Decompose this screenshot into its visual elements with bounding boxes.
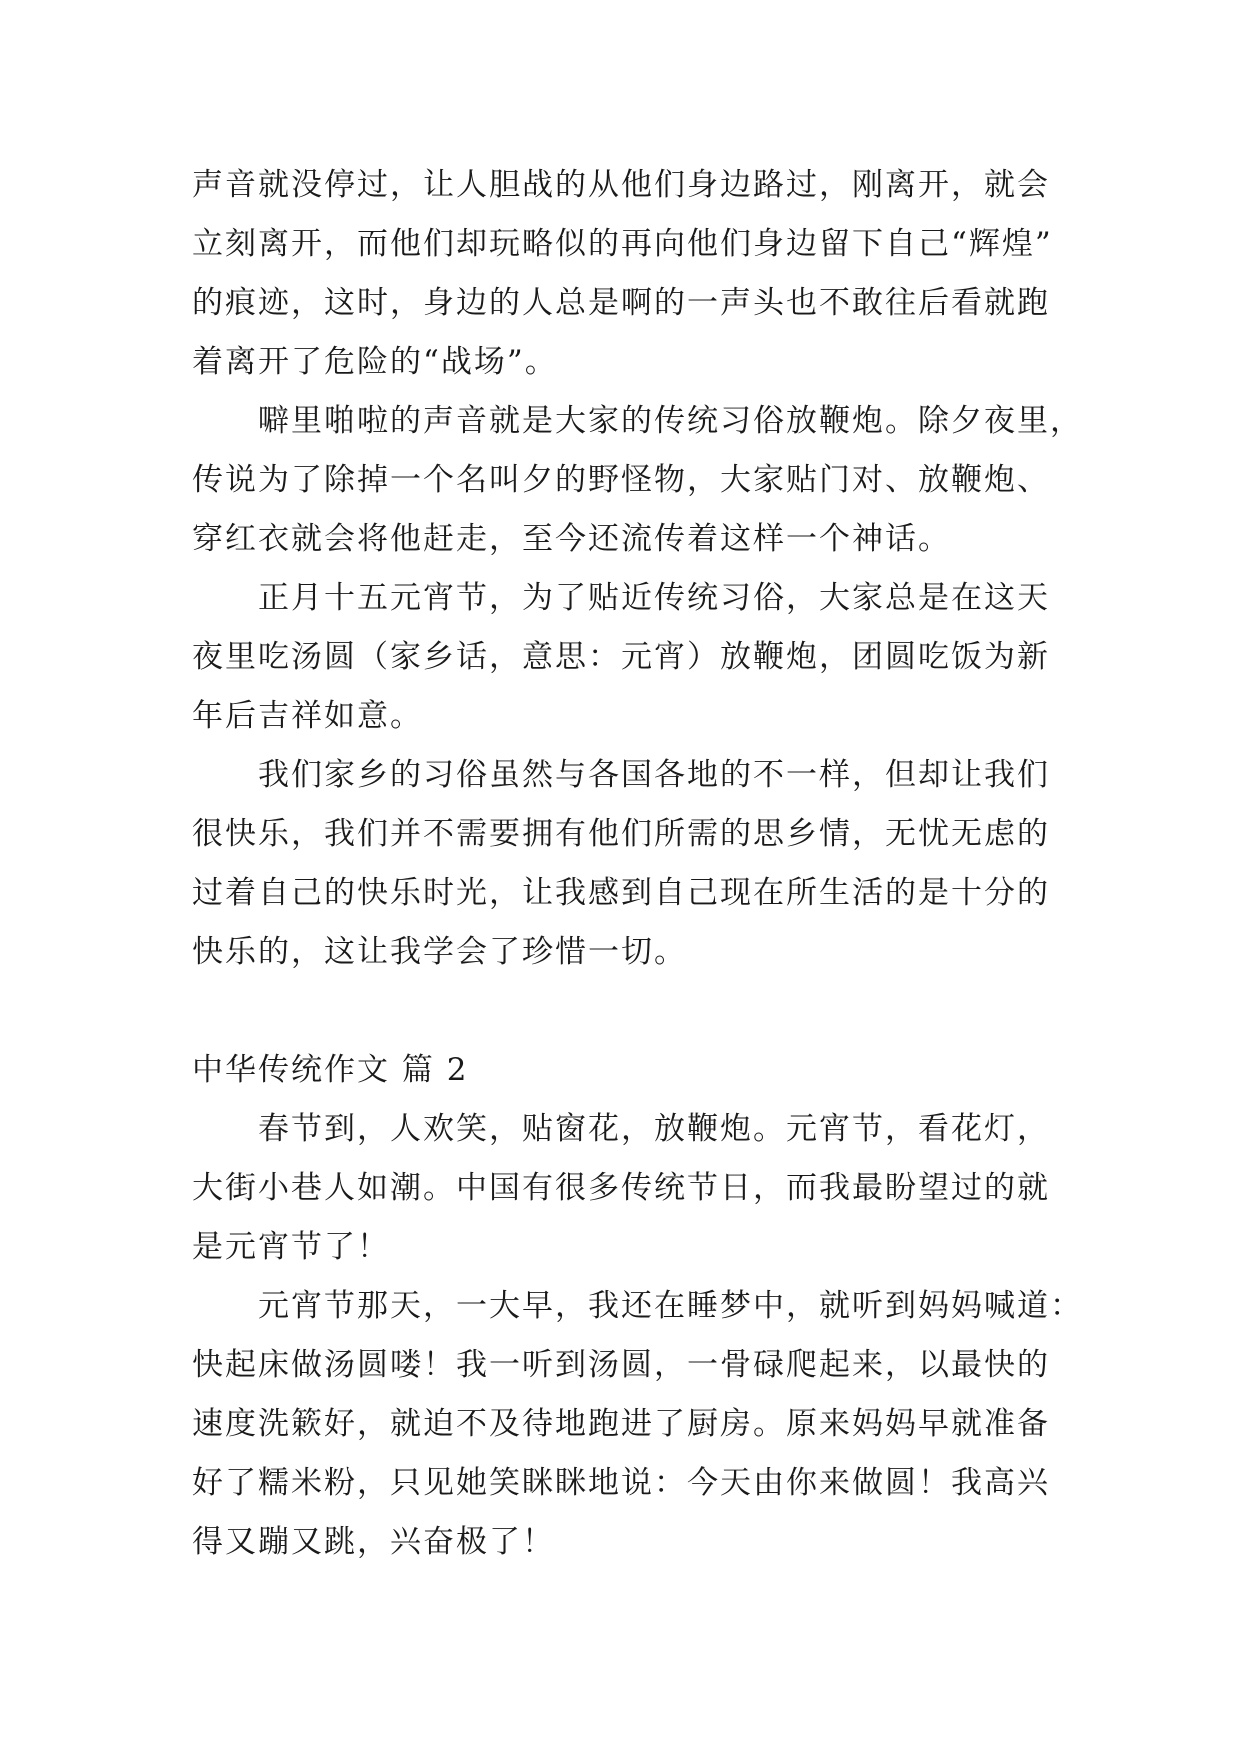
text-line: 年后吉祥如意。: [192, 698, 423, 734]
text-line: 速度洗簌好，就迫不及待地跑进了厨房。原来妈妈早就准备: [192, 1406, 1050, 1442]
section-heading: 中华传统作文 篇 2: [192, 1052, 469, 1088]
paragraph: [192, 569, 1072, 746]
text-line: 传说为了除掉一个名叫夕的野怪物，大家贴门对、放鞭炮、: [192, 462, 1050, 498]
text-line: 春节到，人欢笑，贴窗花，放鞭炮。元宵节，看花灯，: [258, 1111, 1050, 1147]
text-line: 噼里啪啦的声音就是大家的传统习俗放鞭炮。除夕夜里，: [258, 403, 1083, 439]
text-line: 声音就没停过，让人胆战的从他们身边路过，刚离开，就会: [192, 167, 1050, 203]
text-line: 穿红衣就会将他赶走，至今还流传着这样一个神话。: [192, 521, 951, 557]
text-line: 得又蹦又跳，兴奋极了！: [192, 1524, 555, 1560]
text-line: 夜里吃汤圆（家乡话，意思：元宵）放鞭炮，团圆吃饭为新: [192, 639, 1050, 675]
text-line: 快起床做汤圆喽！我一听到汤圆，一骨碌爬起来，以最快的: [192, 1347, 1050, 1383]
paragraph: [192, 1277, 1083, 1572]
text-line: 的痕迹，这时，身边的人总是啊的一声头也不敢往后看就跑: [192, 285, 1050, 321]
paragraph: [192, 1100, 1072, 1277]
document-page: [192, 156, 1083, 1572]
paragraph: [192, 156, 1072, 392]
text-line: 很快乐，我们并不需要拥有他们所需的思乡情，无忧无虑的: [192, 816, 1050, 852]
text-line: 立刻离开，而他们却玩略似的再向他们身边留下自己“辉煌”: [192, 226, 1053, 262]
text-line: 快乐的，这让我学会了珍惜一切。: [192, 934, 687, 970]
text-line: 好了糯米粉，只见她笑眯眯地说：今天由你来做圆！我高兴: [192, 1465, 1050, 1501]
paragraph: [192, 746, 1072, 982]
text-line: 我们家乡的习俗虽然与各国各地的不一样，但却让我们: [258, 757, 1050, 793]
text-line: 过着自己的快乐时光，让我感到自己现在所生活的是十分的: [192, 875, 1050, 911]
paragraph: [192, 392, 1083, 569]
text-line: 大街小巷人如潮。中国有很多传统节日，而我最盼望过的就: [192, 1170, 1050, 1206]
text-line: 是元宵节了！: [192, 1229, 390, 1265]
text-line: 着离开了危险的“战场”。: [192, 344, 558, 380]
text-line: 正月十五元宵节，为了贴近传统习俗，大家总是在这天: [258, 580, 1050, 616]
text-line: 元宵节那天，一大早，我还在睡梦中，就听到妈妈喊道：: [258, 1288, 1083, 1324]
